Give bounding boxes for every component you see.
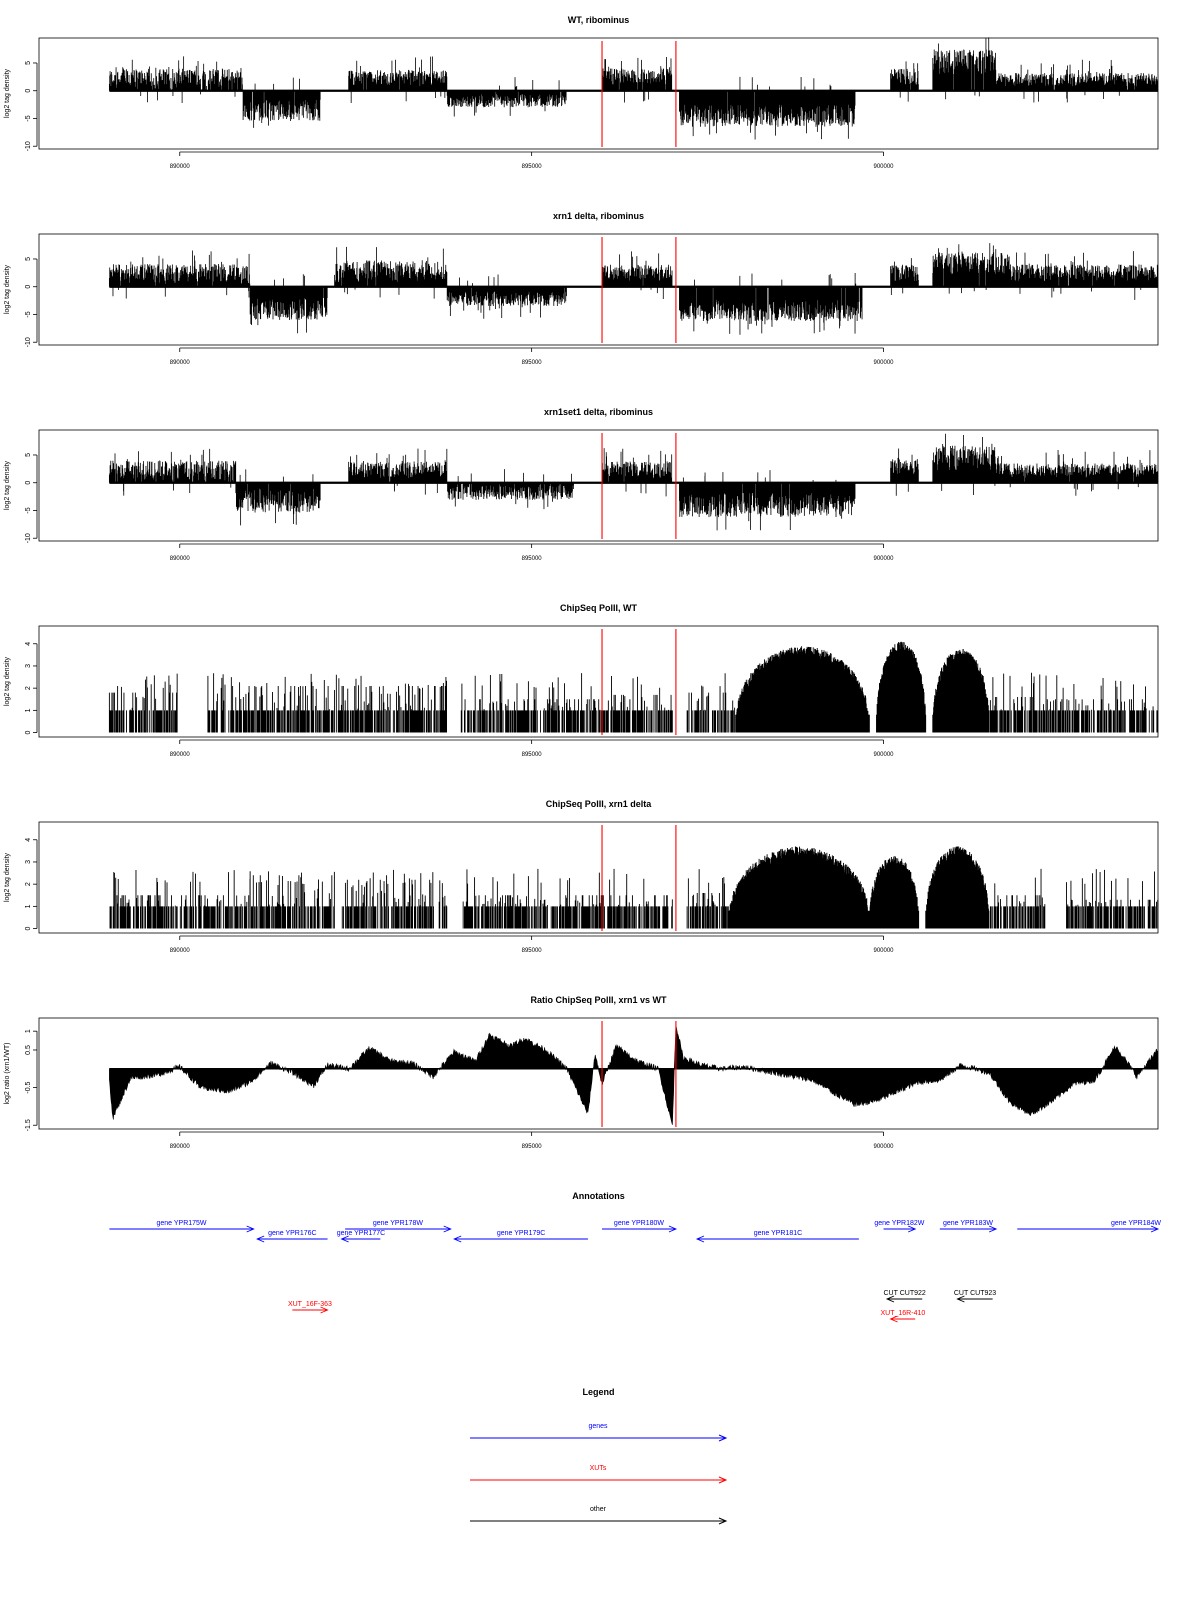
x-tick-label: 890000 — [169, 164, 190, 170]
annotations-title: Annotations — [572, 1191, 625, 1201]
feature-label: gene YPR179C — [496, 1230, 546, 1237]
y-tick-label: -1.5 — [25, 1119, 32, 1132]
feature-label: CUT CUT923 — [953, 1290, 997, 1297]
y-axis-label: log2 ratio (xrn1/WT) — [4, 1042, 11, 1105]
y-axis-label: log2 tag density — [4, 460, 11, 511]
y-tick-label: 0 — [25, 88, 32, 93]
feature-label: gene YPR184W — [1110, 1220, 1162, 1227]
x-tick-label: 895000 — [521, 1144, 542, 1150]
legend-label: other — [590, 1506, 606, 1513]
annotation-feature — [697, 1230, 859, 1242]
annotation-feature — [884, 1290, 926, 1302]
y-axis-label: log2 tag density — [4, 656, 11, 707]
x-tick-label: 890000 — [169, 948, 190, 954]
legend-label: XUTs — [589, 1465, 607, 1472]
y-axis-label: log2 tag density — [4, 852, 11, 903]
y-tick-label: 2 — [25, 882, 32, 887]
x-tick-label: 900000 — [873, 752, 894, 758]
legend-title: Legend — [582, 1387, 615, 1397]
y-tick-label: 1 — [25, 708, 32, 713]
feature-label: gene YPR177C — [336, 1230, 386, 1237]
y-tick-label: -10 — [25, 337, 32, 348]
feature-label: XUT_16R-410 — [880, 1310, 926, 1317]
y-tick-label: 3 — [25, 860, 32, 864]
y-tick-label: 1 — [25, 1029, 32, 1034]
y-tick-label: 0 — [25, 730, 32, 735]
y-tick-label: 0 — [25, 284, 32, 289]
chart-title: xrn1 delta, ribominus — [552, 211, 645, 221]
x-tick-label: 900000 — [873, 360, 894, 366]
x-tick-label: 890000 — [169, 752, 190, 758]
y-tick-label: 5 — [25, 61, 32, 65]
legend — [470, 1387, 726, 1524]
plot-frame — [39, 430, 1158, 541]
y-tick-label: -0.5 — [25, 1081, 32, 1094]
annotation-feature — [337, 1230, 386, 1242]
annotation-feature — [954, 1290, 996, 1302]
density-bars — [109, 37, 1157, 139]
y-tick-label: 1 — [25, 904, 32, 909]
y-tick-label: 0.5 — [25, 1045, 32, 1055]
y-tick-label: -10 — [25, 141, 32, 152]
y-axis-label: log2 tag density — [4, 68, 11, 119]
y-tick-label: 5 — [25, 453, 32, 457]
chart-panel-2 — [4, 211, 1158, 366]
chart-title: xrn1set1 delta, ribominus — [543, 407, 654, 417]
chart-title: Ratio ChipSeq PolII, xrn1 vs WT — [530, 995, 667, 1005]
density-bars — [110, 846, 1158, 928]
chart-panel-5 — [4, 799, 1158, 954]
y-tick-label: 5 — [25, 257, 32, 261]
x-tick-label: 900000 — [873, 1144, 894, 1150]
chart-panel-3 — [4, 407, 1158, 562]
y-tick-label: 0 — [25, 926, 32, 931]
data-marks — [110, 846, 1158, 928]
x-tick-label: 895000 — [521, 752, 542, 758]
legend-item — [470, 1465, 726, 1483]
x-tick-label: 900000 — [873, 164, 894, 170]
legend-item — [470, 1423, 726, 1441]
feature-label: gene YPR182W — [874, 1220, 925, 1227]
annotation-feature — [602, 1220, 676, 1232]
annotation-feature — [874, 1220, 924, 1232]
chart-panel-1 — [4, 15, 1158, 170]
chart-title: ChipSeq PolII, xrn1 delta — [545, 799, 652, 809]
density-bars — [109, 642, 1157, 733]
y-tick-label: 0 — [25, 480, 32, 485]
x-tick-label: 890000 — [169, 360, 190, 366]
y-tick-label: 4 — [25, 837, 32, 842]
y-tick-label: 4 — [25, 641, 32, 646]
plot-frame — [39, 38, 1158, 149]
annotation-feature — [881, 1310, 926, 1322]
data-marks — [109, 243, 1158, 335]
x-tick-label: 895000 — [521, 948, 542, 954]
y-tick-label: 3 — [25, 664, 32, 668]
annotation-feature — [257, 1230, 327, 1242]
x-tick-label: 895000 — [521, 556, 542, 562]
feature-label: gene YPR183W — [942, 1220, 994, 1227]
annotation-feature — [288, 1301, 332, 1313]
y-tick-label: 2 — [25, 686, 32, 691]
chart-panel-6 — [4, 995, 1158, 1150]
legend-label: genes — [588, 1423, 608, 1430]
x-tick-label: 900000 — [873, 948, 894, 954]
y-tick-label: -10 — [25, 533, 32, 544]
annotation-feature — [940, 1220, 996, 1232]
feature-label: gene YPR175W — [156, 1220, 207, 1227]
feature-label: gene YPR176C — [268, 1230, 317, 1237]
data-marks — [109, 37, 1158, 139]
y-tick-label: -5 — [25, 115, 32, 122]
feature-label: CUT CUT922 — [883, 1290, 926, 1297]
chart-panel-4 — [4, 603, 1158, 758]
chart-title: ChipSeq PolII, WT — [560, 603, 637, 613]
annotation-feature — [109, 1220, 253, 1232]
y-tick-label: -5 — [25, 311, 32, 318]
y-axis-label: log2 tag density — [4, 264, 11, 315]
x-tick-label: 890000 — [169, 556, 190, 562]
x-tick-label: 900000 — [873, 556, 894, 562]
ratio-area — [109, 1027, 1158, 1125]
data-marks — [109, 642, 1157, 733]
y-tick-label: -5 — [25, 507, 32, 514]
feature-label: gene YPR178W — [372, 1220, 423, 1227]
data-marks — [109, 1027, 1158, 1125]
chart-title: WT, ribominus — [567, 15, 630, 25]
annotation-feature — [454, 1230, 588, 1242]
feature-label: XUT_16F-363 — [287, 1301, 332, 1308]
x-tick-label: 895000 — [521, 164, 542, 170]
annotations-track — [109, 1191, 1161, 1322]
feature-label: gene YPR181C — [753, 1230, 803, 1237]
x-tick-label: 890000 — [169, 1144, 190, 1150]
x-tick-label: 895000 — [521, 360, 542, 366]
data-marks — [109, 434, 1158, 531]
legend-item — [470, 1506, 726, 1524]
density-bars — [109, 243, 1157, 335]
feature-label: gene YPR180W — [613, 1220, 665, 1227]
annotation-feature — [1017, 1220, 1161, 1232]
